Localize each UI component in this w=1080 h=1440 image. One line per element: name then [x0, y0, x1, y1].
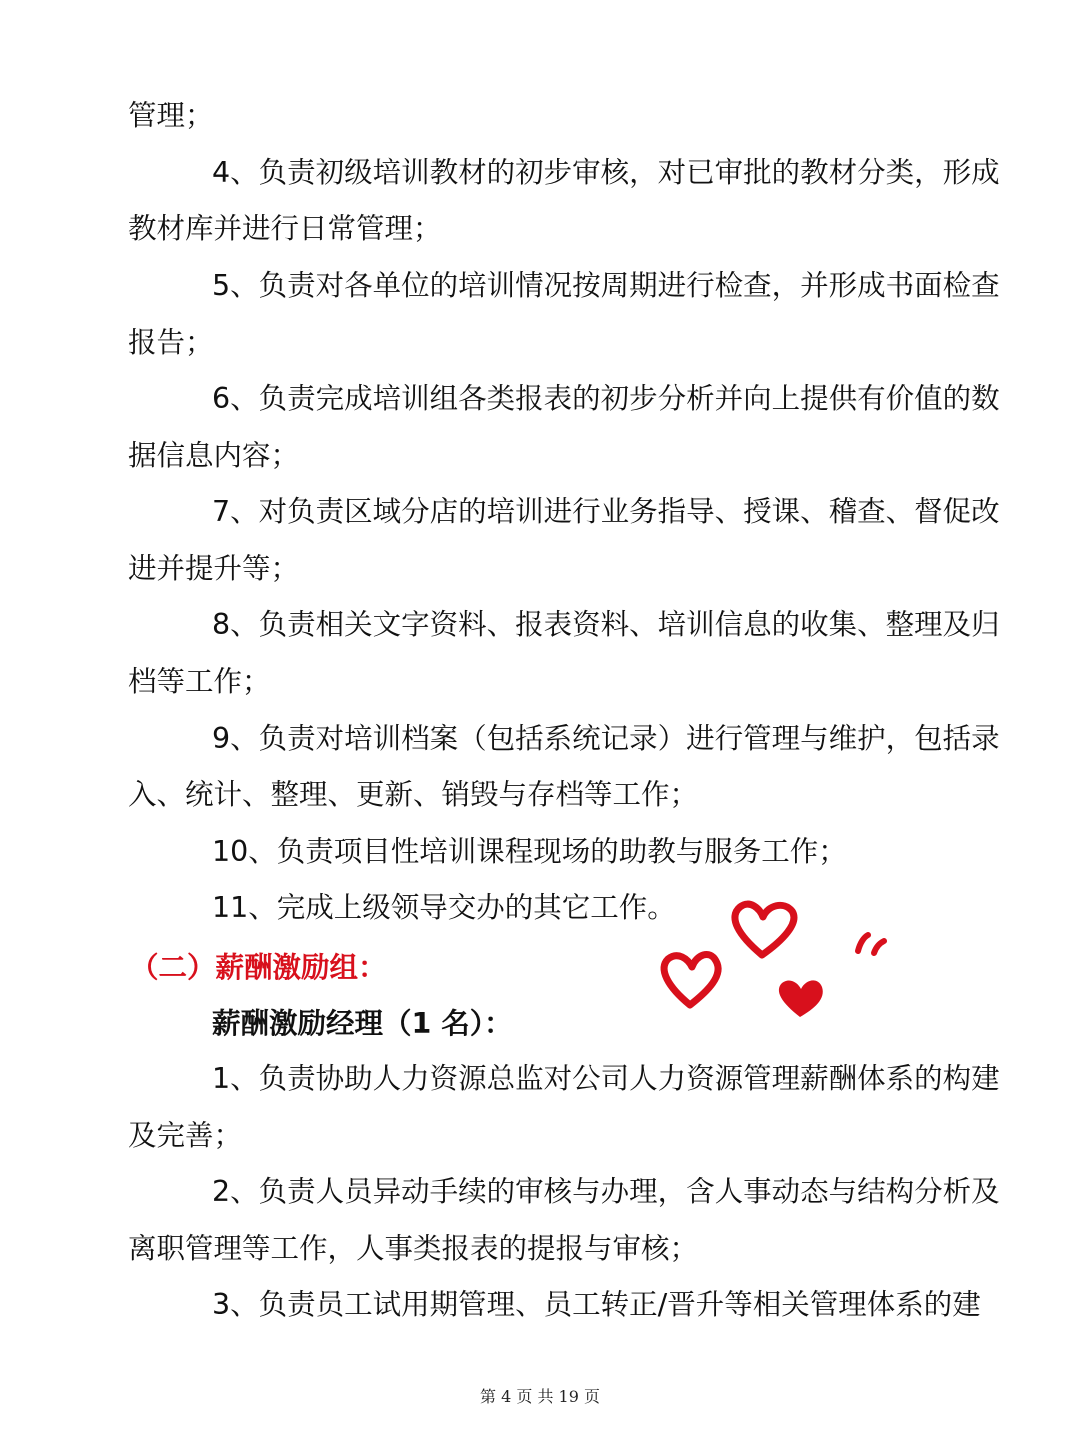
- text-line: 7、对负责区域分店的培训进行业务指导、授课、稽查、督促改: [212, 495, 1000, 528]
- text-line: 及完善；: [128, 1119, 243, 1152]
- text-line: 据信息内容；: [128, 439, 300, 472]
- sub-heading: 薪酬激励经理（1 名）：: [212, 1007, 513, 1040]
- text-line: 1、负责协助人力资源总监对公司人力资源管理薪酬体系的构建: [212, 1062, 1000, 1095]
- text-line: 3、负责员工试用期管理、员工转正/晋升等相关管理体系的建: [212, 1288, 981, 1321]
- text-line: 离职管理等工作，人事类报表的提报与审核；: [128, 1232, 699, 1265]
- text-line: 8、负责相关文字资料、报表资料、培训信息的收集、整理及归: [212, 608, 1000, 641]
- text-line: 2、负责人员异动手续的审核与办理，含人事动态与结构分析及: [212, 1175, 1000, 1208]
- text-line: 进并提升等；: [128, 552, 300, 585]
- text-line: 9、负责对培训档案（包括系统记录）进行管理与维护，包括录: [212, 722, 1000, 755]
- text-line: 4、负责初级培训教材的初步审核，对已审批的教材分类，形成: [212, 156, 1000, 189]
- text-line: 报告；: [128, 326, 214, 359]
- text-line: 教材库并进行日常管理；: [128, 212, 442, 245]
- text-line: 档等工作；: [128, 665, 271, 698]
- text-line: 管理；: [128, 99, 214, 132]
- text-line: 6、负责完成培训组各类报表的初步分析并向上提供有价值的数: [212, 382, 1000, 415]
- text-line: 入、统计、整理、更新、销毁与存档等工作；: [128, 778, 699, 811]
- hearts-icon: [650, 895, 900, 1035]
- text-line: 5、负责对各单位的培训情况按周期进行检查，并形成书面检查: [212, 269, 1000, 302]
- section-heading: （二）薪酬激励组：: [130, 951, 387, 984]
- text-line: 11、完成上级领导交办的其它工作。: [212, 891, 676, 924]
- page-footer: 第 4 页 共 19 页: [480, 1387, 600, 1406]
- text-line: 10、负责项目性培训课程现场的助教与服务工作；: [212, 835, 847, 868]
